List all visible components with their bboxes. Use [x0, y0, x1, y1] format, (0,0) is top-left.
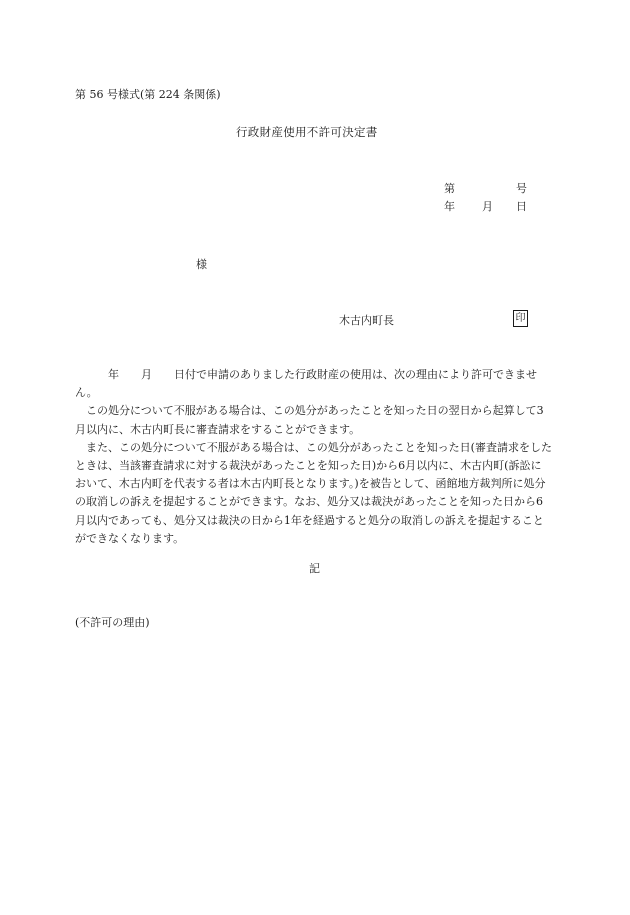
- paragraph-appeal-notice: この処分について不服がある場合は、この処分があったことを知った日の翌日から起算して3月以内に、木古内町長に審査請求をすることができます。: [75, 404, 544, 436]
- ki-heading: 記: [309, 562, 320, 575]
- addressee-suffix: 様: [196, 258, 207, 271]
- date-day-label: 日: [516, 200, 527, 213]
- date-month-label: 月: [482, 200, 493, 213]
- paragraph-decision: 年 月 日付で申請のありました行政財産の使用は、次の理由により許可できません。: [75, 368, 537, 400]
- issuer-name: 木古内町長: [339, 314, 394, 327]
- form-number: 第 56 号様式(第 224 条関係): [75, 88, 221, 101]
- document-title: 行政財産使用不許可決定書: [236, 125, 378, 139]
- body-text: [75, 366, 552, 548]
- document-number-prefix: 第: [444, 182, 455, 195]
- seal-stamp: 印: [513, 310, 528, 327]
- document-number-suffix: 号: [516, 182, 527, 195]
- date-year-label: 年: [444, 200, 455, 213]
- reason-heading: (不許可の理由): [75, 616, 150, 629]
- paragraph-lawsuit-notice: また、この処分について不服がある場合は、この処分があったことを知った日(審査請求をしたときは、当該審査請求に対する裁決があったことを知った日)から6月以内に、木古内町(訴訟において、木古内町を代表する者は木古内町長となります。)を被告として、函館地方裁判所に処分の取消しの訴えを提起することができます。なお、処分又は裁決があったことを知った日から6月以内であっても、処分又は裁決の日から1年を経過すると処分の取消しの訴えを提起することができなくなります。: [75, 440, 552, 545]
